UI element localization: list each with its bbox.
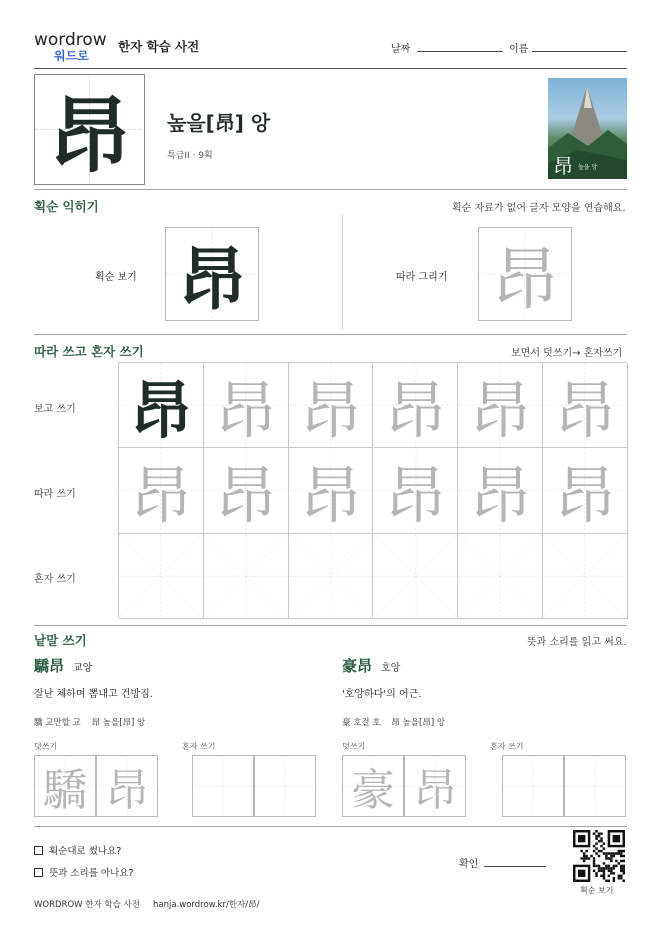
qr-code-icon[interactable]	[573, 830, 625, 882]
practice-character: 昂	[129, 459, 192, 532]
practice-character: 昂	[214, 373, 277, 447]
hero-thumbnail	[548, 78, 627, 179]
practice-cell[interactable]	[204, 534, 289, 619]
word-1-char-readings	[34, 716, 145, 728]
practice-divider	[34, 625, 627, 626]
word-2-hanja: 豪昂	[342, 657, 373, 675]
practice-cell[interactable]	[289, 534, 374, 619]
word-1-free-boxes[interactable]	[192, 755, 316, 817]
word-practice-box[interactable]	[404, 755, 466, 817]
word-practice-box[interactable]	[502, 755, 564, 817]
cell-guide-lines	[458, 534, 542, 618]
checklist-item-1-label: 획순대로 썼나요?	[49, 846, 122, 857]
word-2-char-readings	[342, 716, 445, 728]
practice-cell[interactable]	[458, 448, 543, 533]
practice-grid	[118, 362, 627, 618]
word-1-hanja: 驕昂	[34, 657, 65, 675]
practice-cell[interactable]	[374, 448, 459, 533]
word-1-reading: 교앙	[73, 663, 93, 674]
stroke-section-title: 획순 익히기	[34, 199, 99, 214]
word-practice-box[interactable]	[342, 755, 404, 817]
words-section-note: 뜻과 소리를 읽고 써요.	[527, 637, 627, 648]
cell-guide-lines	[289, 534, 373, 618]
stroke-section-vdivider	[342, 214, 343, 330]
practice-character: 昂	[299, 373, 362, 447]
word-1-char1-reading: 교만할 교	[45, 718, 81, 728]
practice-cell[interactable]	[374, 534, 459, 619]
checklist-item-2-label: 뜻과 소리를 아나요?	[49, 868, 134, 879]
logo-korean: 워드로	[54, 49, 89, 63]
date-label: 날짜	[391, 44, 411, 55]
checklist-item-1[interactable]	[34, 843, 121, 857]
cell-guide-lines	[543, 534, 627, 618]
practice-character: 昂	[299, 459, 362, 532]
date-field[interactable]	[417, 51, 503, 52]
stroke-trace-label: 따라 그리기	[396, 272, 448, 283]
words-section-title: 낱말 쓰기	[34, 633, 87, 648]
words-divider	[34, 826, 627, 827]
logo	[34, 30, 114, 64]
word-1-char2-reading: 높을[昂] 앙	[102, 718, 146, 728]
box-guide-lines	[503, 756, 563, 816]
practice-section-title: 따라 쓰고 혼자 쓰기	[34, 344, 144, 359]
practice-cell[interactable]	[289, 448, 374, 533]
practice-cell[interactable]	[119, 363, 204, 448]
hero-character: 昂	[48, 88, 131, 184]
stroke-section-note: 획순 자료가 없어 글자 모양을 연습해요.	[452, 203, 626, 214]
practice-cell[interactable]	[543, 534, 628, 619]
practice-cell[interactable]	[204, 363, 289, 448]
stroke-view-box	[165, 227, 259, 321]
word-2-meaning: '호앙하다'의 어근.	[342, 689, 422, 700]
word-practice-box[interactable]	[254, 755, 316, 817]
word-1-meaning: 잘난 체하며 뽐내고 건방짐.	[34, 689, 153, 700]
confirm-label: 확인	[459, 859, 479, 870]
cell-guide-lines	[374, 534, 458, 618]
qr-caption: 획순 보기	[580, 886, 614, 895]
practice-character: 昂	[469, 373, 532, 447]
practice-cell[interactable]	[289, 363, 374, 448]
word-2-char1: 豪	[342, 718, 351, 728]
box-guide-lines	[565, 756, 625, 816]
stroke-view-character: 昂	[177, 239, 246, 320]
checkbox-icon[interactable]	[34, 868, 43, 877]
confirm-field[interactable]	[484, 866, 546, 867]
practice-cell[interactable]	[119, 534, 204, 619]
stroke-trace-character: 昂	[490, 240, 559, 320]
word-2-char2-reading: 높을[昂] 앙	[402, 718, 446, 728]
box-guide-lines	[255, 756, 315, 816]
practice-row-label-free: 혼자 쓰기	[34, 574, 76, 585]
hero-character-box	[34, 74, 145, 185]
name-label: 이름	[509, 44, 529, 55]
practice-cell[interactable]	[374, 363, 459, 448]
word-2-char2: 昂	[391, 718, 400, 728]
practice-row-label-view: 보고 쓰기	[34, 404, 76, 415]
word-practice-box[interactable]	[96, 755, 158, 817]
practice-row-label-trace: 따라 쓰기	[34, 489, 76, 500]
word-2-trace-boxes[interactable]	[342, 755, 466, 817]
practice-cell[interactable]	[458, 534, 543, 619]
practice-character: 昂	[384, 373, 447, 447]
word-2-reading: 호앙	[381, 663, 401, 674]
word-1-char2: 昂	[91, 718, 101, 728]
footer-url[interactable]: hanja.wordrow.kr/한자/昂/	[153, 900, 260, 910]
header-divider	[34, 68, 627, 69]
practice-character: 昂	[214, 459, 277, 532]
word-practice-box[interactable]	[192, 755, 254, 817]
cell-guide-lines	[204, 534, 288, 618]
word-2-trace-label: 덧쓰기	[342, 742, 366, 751]
word-practice-character: 昂	[105, 765, 149, 816]
checkbox-icon[interactable]	[34, 846, 43, 855]
practice-cell[interactable]	[119, 448, 204, 533]
checklist-item-2[interactable]	[34, 865, 134, 879]
stroke-divider	[34, 334, 627, 335]
practice-character: 昂	[469, 459, 532, 532]
thumb-caption: 높을 앙	[578, 164, 598, 171]
hero-reading: 높을[昂] 앙	[167, 111, 271, 135]
practice-cell[interactable]	[458, 363, 543, 448]
page-title: 한자 학습 사전	[118, 39, 200, 54]
practice-cell[interactable]	[543, 363, 628, 448]
word-1-char1: 驕	[34, 718, 43, 728]
name-field[interactable]	[532, 51, 627, 52]
word-1-free-label: 혼자 쓰기	[182, 742, 216, 751]
stroke-trace-box[interactable]	[478, 227, 572, 321]
word-1-trace-label: 덧쓰기	[34, 742, 58, 751]
word-1-trace-boxes[interactable]	[34, 755, 158, 817]
word-practice-box[interactable]	[564, 755, 626, 817]
practice-character: 昂	[554, 459, 617, 532]
word-practice-character: 驕	[43, 765, 87, 816]
practice-character: 昂	[384, 459, 447, 532]
practice-section-note: 보면서 덧쓰기→ 혼자쓰기	[511, 348, 623, 359]
cell-guide-lines	[119, 534, 203, 618]
hero-divider	[34, 189, 627, 190]
practice-character: 昂	[554, 373, 617, 447]
box-guide-lines	[193, 756, 253, 816]
word-practice-character: 昂	[413, 765, 457, 816]
word-2-char1-reading: 호걸 호	[353, 718, 381, 728]
word-practice-character: 豪	[351, 765, 395, 816]
practice-cell[interactable]	[204, 448, 289, 533]
hero-meta: 특급II · 9획	[167, 151, 213, 161]
practice-character: 昂	[129, 373, 192, 447]
word-2-free-label: 혼자 쓰기	[490, 742, 524, 751]
stroke-view-label: 획순 보기	[95, 272, 137, 283]
practice-cell[interactable]	[543, 448, 628, 533]
logo-wordmark: wordrow	[34, 30, 107, 50]
footer-brand: WORDROW 한자 학습 사전	[34, 900, 140, 910]
thumb-character: 昂	[553, 154, 573, 178]
word-2-free-boxes[interactable]	[502, 755, 626, 817]
word-practice-box[interactable]	[34, 755, 96, 817]
